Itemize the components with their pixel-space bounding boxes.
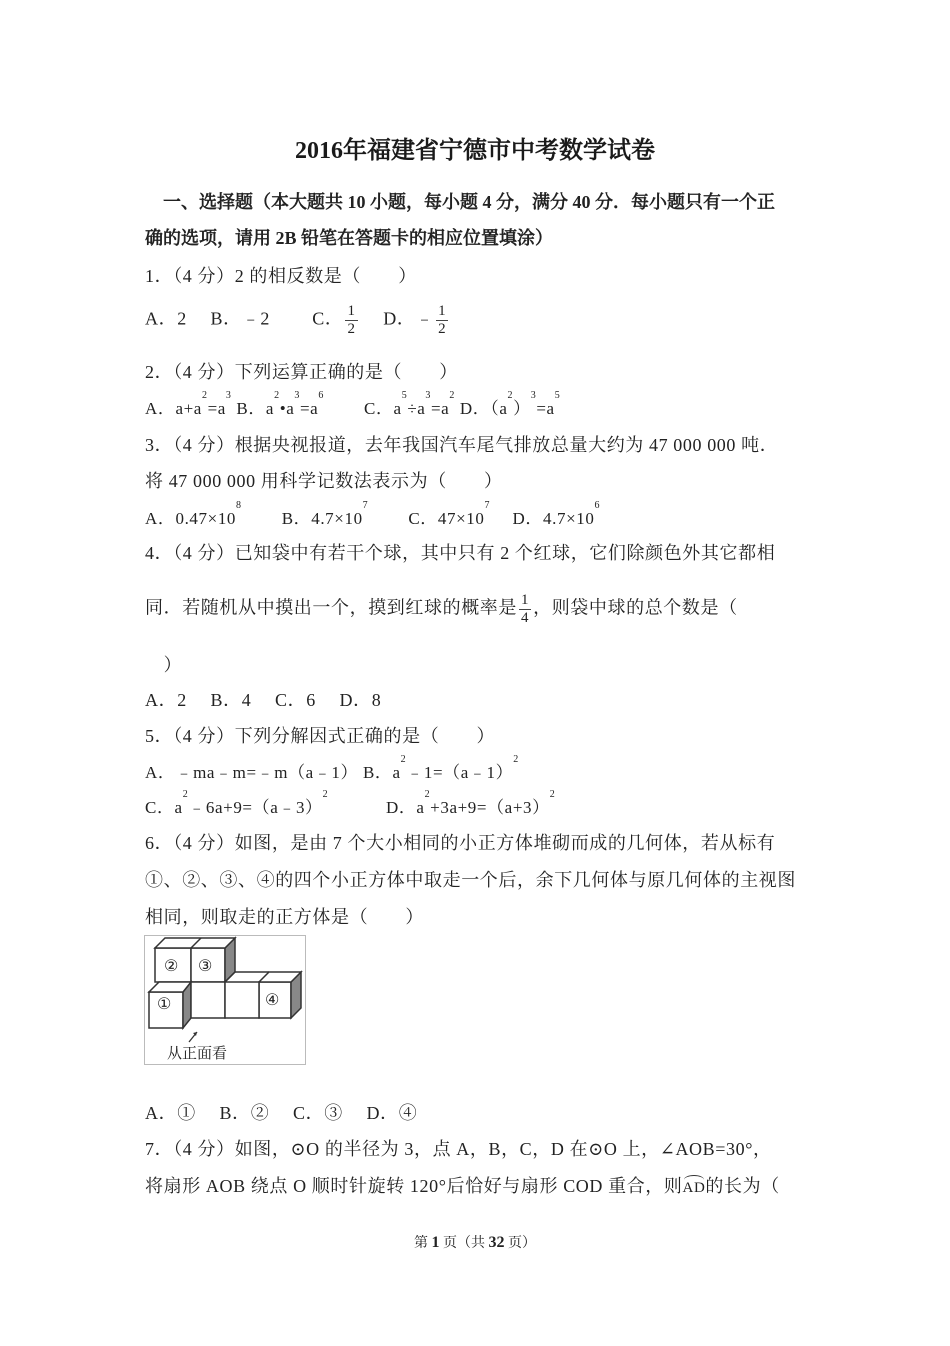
option-d: D．$a^2+3a+9=(a+3)^2$ [385, 789, 556, 817]
option-c: C．$a^5\div a^3=a^2$ [364, 390, 455, 418]
option-a: A．$0.47\times 10^8$ [145, 500, 242, 528]
fraction: $\frac{1}{4}$ [521, 592, 530, 626]
question-6-stem-end: 相同，则取走的正方体是（ ） [145, 907, 424, 927]
cube-label-4: ④ [265, 992, 280, 1009]
section-heading-cont: 确的选项，请用 2B 铅笔在答题卡的相应位置填涂） [145, 228, 554, 248]
option-b: B．$a^2﹣1=(a﹣1)^2$ [362, 754, 519, 782]
option-b: B．﹣2 [210, 308, 270, 329]
section-heading: 一、选择题（本大题共 10 小题，每小题 4 分，满分 40 分．每小题只有一个正 [163, 192, 775, 212]
question-6-options: A．① B．② C．③ D．④ [145, 1103, 418, 1123]
option-a: A．﹣ma﹣m=﹣m（a﹣1） [145, 763, 359, 782]
question-7-stem: 7．（4 分）如图，⊙O 的半径为 3，点 A，B，C，D 在⊙O 上，∠AOB=30°， [145, 1139, 772, 1159]
question-4-stem: 4．（4 分）已知袋中有若干个球，其中只有 2 个红球，它们除颜色外其它都相 [145, 543, 776, 563]
question-4-stem-end: ） [145, 655, 183, 675]
question-5-options-cd [145, 789, 556, 818]
option-d: D．﹣ [383, 308, 435, 329]
question-6-stem-cont: ①、②、③、④的四个小正方体中取走一个后，余下几何体与原几何体的主视图 [145, 870, 796, 890]
option-b: B．$4.7\times 10^7$ [281, 500, 369, 528]
fraction: $\frac{1}{2}$ [347, 303, 356, 337]
cube-label-2: ② [164, 958, 179, 975]
question-3-stem: 3．（4 分）根据央视报道，去年我国汽车尾气排放总量大约为 47 000 000 吨． [145, 435, 779, 455]
question-7-stem-cont: 将扇形 AOB 绕点 O 顺时针旋转 120°后恰好与扇形 COD 重合，则AD的长为（ [145, 1176, 780, 1196]
question-3-stem-cont: 将 47 000 000 用科学记数法表示为（ ） [145, 471, 503, 491]
cube-label-1: ① [157, 996, 172, 1013]
option-a: A．$a+a^2=a^3$ [145, 390, 232, 418]
question-3-options [145, 500, 601, 529]
arc-label: AD [682, 1180, 706, 1196]
question-5-stem: 5．（4 分）下列分解因式正确的是（ ） [145, 726, 496, 746]
option-c: C．$a^2﹣6a+9=(a﹣3)^2$ [145, 789, 329, 817]
question-1-stem: 1．（4 分）2 的相反数是（ ） [145, 266, 417, 286]
option-b: B．$a^2•a^3=a^6$ [236, 390, 324, 418]
page-footer: 第 1 页（共 32 页） [414, 1234, 536, 1251]
question-2-options [145, 390, 561, 419]
fraction: $\frac{1}{2}$ [438, 303, 447, 337]
option-c: C．$47\times 10^7$ [408, 500, 491, 528]
question-4-stem-cont: 同．若随机从中摸出一个，摸到红球的概率是 $\frac{1}{4}$ ，则袋中球的总个数是（ [145, 592, 738, 626]
page-total: 32 [488, 1234, 505, 1251]
cube-figure [144, 935, 306, 1065]
page-number: 1 [431, 1234, 440, 1251]
cube-label-3: ③ [198, 958, 213, 975]
option-a: A．2 [145, 308, 187, 329]
question-4-options: A．2 B．4 C．6 D．8 [145, 690, 382, 710]
option-c: C． [312, 308, 344, 329]
figure-caption: 从正面看 [167, 1044, 228, 1062]
question-1-options [145, 303, 450, 338]
option-d: D．$(a^2)^3=a^5$ [459, 390, 561, 418]
option-d: D．$4.7\times 10^6$ [512, 500, 601, 528]
question-5-options-ab [145, 754, 519, 783]
question-2-stem: 2．（4 分）下列运算正确的是（ ） [145, 362, 458, 382]
page-title: 2016年福建省宁德市中考数学试卷 [295, 138, 655, 164]
question-6-stem: 6．（4 分）如图，是由 7 个大小相同的小正方体堆砌而成的几何体，若从标有 [145, 833, 776, 853]
